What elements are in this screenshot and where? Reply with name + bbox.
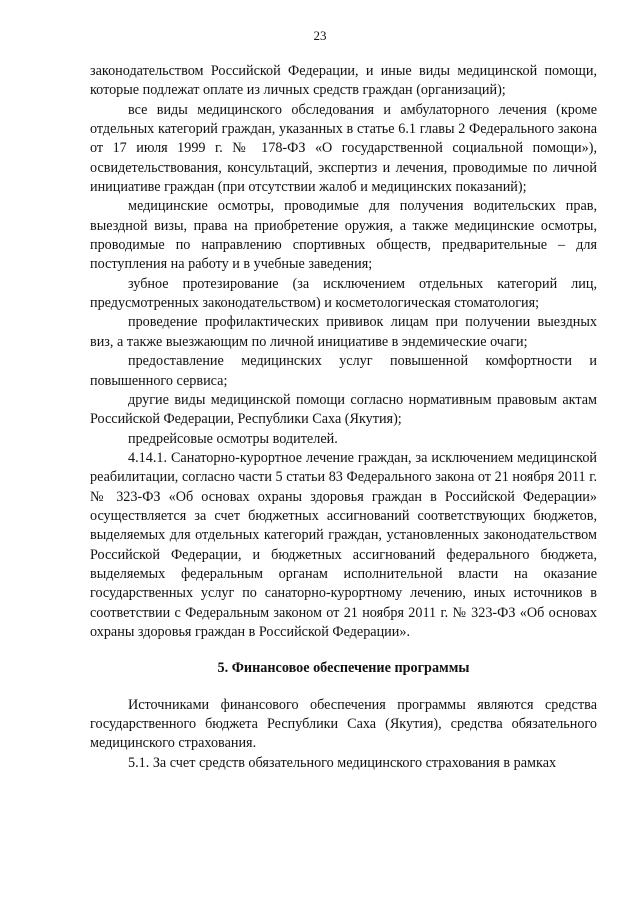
paragraph-7: другие виды медицинской помощи согласно нормативным правовым актам Российской Федерации, Республики Саха (Якутия);	[90, 391, 597, 428]
paragraph-3: медицинские осмотры, проводимые для получения водительских прав, выездной визы, права на приобретение оружия, а также медицинские осмотры, проводимые по направлению спортивных обществ, предварительные – для поступления на работу и в учебные заведения;	[90, 198, 597, 273]
document-body	[90, 62, 597, 773]
section-heading: 5. Финансовое обеспечение программы	[217, 660, 470, 677]
paragraph-11: 5.1. За счет средств обязательного медицинского страхования в рамках	[128, 754, 557, 771]
paragraph-9: 4.14.1. Санаторно-курортное лечение граждан, за исключением медицинской реабилитации, согласно части 5 статьи 83 Федерального закона от 21 ноября 2011 г. № 323-ФЗ «Об основах охраны здоровья граждан в Российской Федерации» осуществляется за счет бюджетных ассигнований соответствующих бюджетов, выделяемых для отдельных категорий граждан, установленных законодательством Российской Федерации, и бюджетных ассигнований федерального бюджета, выделяемых федеральным органам исполнительной власти на оказание государственных услуг по санаторно-курортному лечению, иных источников в соответствии с Федеральным законом от 21 ноября 2011 г. № 323-ФЗ «Об основах охраны здоровья граждан в Российской Федерации».	[90, 449, 597, 640]
paragraph-5: проведение профилактических прививок лицам при получении выездных виз, а также выезжающим по личной инициативе в эндемические очаги;	[90, 314, 597, 350]
paragraph-1: законодательством Российской Федерации, и иные виды медицинской помощи, которые подлежат оплате из личных средств граждан (организаций);	[90, 63, 597, 99]
paragraph-4: зубное протезирование (за исключением отдельных категорий лиц, предусмотренных законодательством) и косметологическая стоматология;	[90, 275, 597, 312]
paragraph-2: все виды медицинского обследования и амбулаторного лечения (кроме отдельных категорий граждан, указанных в статье 6.1 главы 2 Федерального закона от 17 июля 1999 г. № 178-ФЗ «О государственной социальной помощи»), освидетельствования, консультаций, экспертиз и лечения, проводимые по личной инициативе граждан (при отсутствии жалоб и медицинских показаний);	[90, 101, 597, 196]
paragraph-6: предоставление медицинских услуг повышенной комфортности и повышенного сервиса;	[90, 353, 597, 389]
paragraph-10: Источниками финансового обеспечения программы являются средства государственного бюджета Республики Саха (Якутия), средства обязательного медицинского страхования.	[90, 696, 597, 752]
page-number: 23	[313, 28, 327, 43]
paragraph-8: предрейсовые осмотры водителей.	[128, 430, 338, 447]
